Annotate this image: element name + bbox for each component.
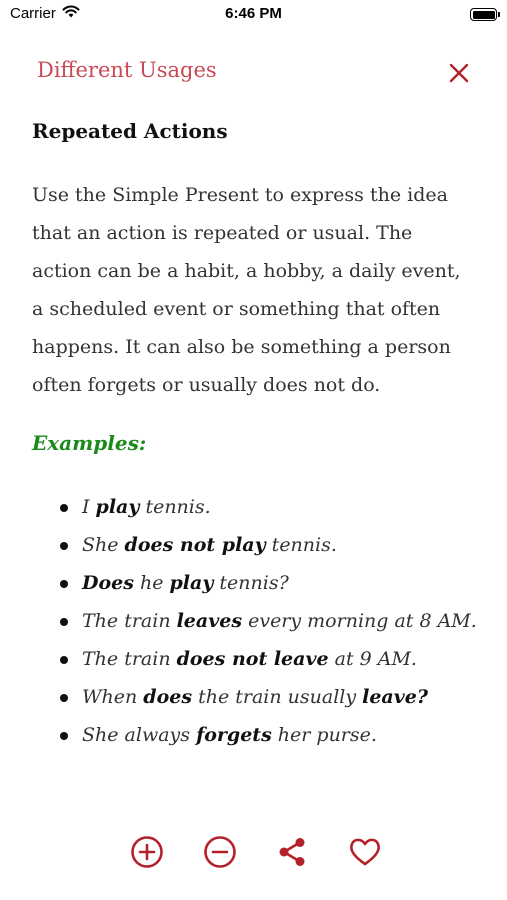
example-text: her purse. xyxy=(271,724,377,746)
example-text: the train usually xyxy=(192,686,363,708)
example-item xyxy=(58,716,478,754)
example-verb: does xyxy=(143,686,193,708)
page-title: Different Usages xyxy=(37,58,217,82)
example-item xyxy=(58,526,478,564)
share-icon xyxy=(275,835,309,869)
carrier-label: Carrier xyxy=(10,5,56,22)
example-item xyxy=(58,488,478,526)
example-verb: Does xyxy=(82,572,134,594)
zoom-in-button[interactable] xyxy=(128,833,166,871)
section-title: Repeated Actions xyxy=(32,119,228,143)
example-text: When xyxy=(82,686,144,708)
example-item xyxy=(58,564,478,602)
example-verb: leaves xyxy=(176,610,243,632)
body-text: Use the Simple Present to express the idea that an action is repeated or usual. The action can be a habit, a hobby, a daily event, a scheduled event or something that often happens. It can also be something a person often forgets or usually does not do. xyxy=(32,184,461,396)
example-item xyxy=(58,640,478,678)
example-text: at 9 AM. xyxy=(328,648,417,670)
example-verb: play xyxy=(169,572,214,594)
status-bar xyxy=(0,0,507,28)
example-text: every morning at 8 AM. xyxy=(242,610,477,632)
example-text: The train xyxy=(82,610,177,632)
favorite-button[interactable] xyxy=(346,833,384,871)
example-text: tennis. xyxy=(265,534,337,556)
example-verb: does not leave xyxy=(176,648,329,670)
example-verb: leave? xyxy=(362,686,429,708)
example-item xyxy=(58,678,478,716)
heart-icon xyxy=(348,835,382,869)
battery-icon xyxy=(470,8,497,21)
zoom-out-icon xyxy=(203,835,237,869)
bottom-toolbar xyxy=(128,832,384,872)
example-item xyxy=(58,602,478,640)
status-time: 6:46 PM xyxy=(225,5,282,22)
examples-list xyxy=(58,488,478,754)
example-text: tennis? xyxy=(213,572,289,594)
example-text: I xyxy=(82,496,96,518)
example-text: She always xyxy=(82,724,197,746)
close-icon xyxy=(449,63,469,83)
close-button[interactable] xyxy=(446,60,472,86)
example-text: She xyxy=(82,534,125,556)
example-text: he xyxy=(133,572,170,594)
zoom-out-button[interactable] xyxy=(201,833,239,871)
share-button[interactable] xyxy=(273,833,311,871)
example-verb: forgets xyxy=(196,724,272,746)
examples-label: Examples: xyxy=(32,431,147,455)
example-verb: does not play xyxy=(124,534,266,556)
zoom-in-icon xyxy=(130,835,164,869)
example-text: The train xyxy=(82,648,177,670)
example-text: tennis. xyxy=(139,496,211,518)
example-verb: play xyxy=(95,496,140,518)
